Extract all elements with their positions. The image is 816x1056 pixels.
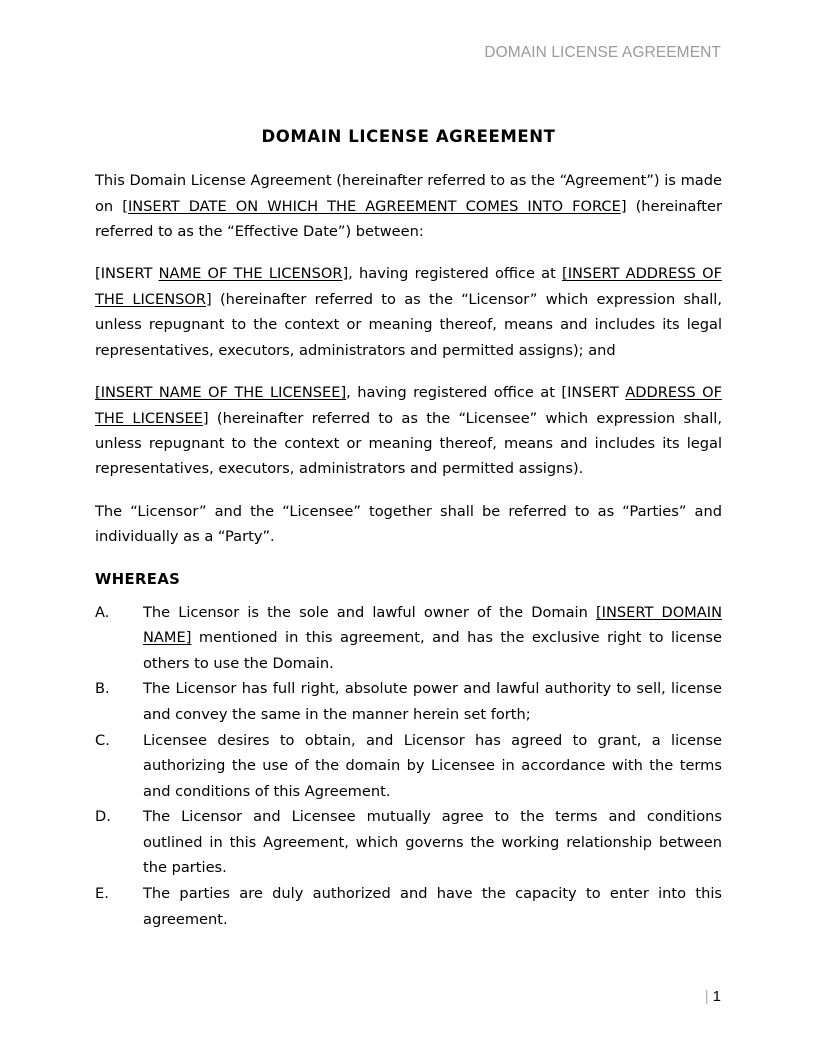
list-item (95, 728, 722, 805)
paragraph-text: [INSERT (95, 265, 159, 283)
page-footer (95, 988, 721, 1005)
paragraph-text: ] (hereinafter referred to as the “Effective Date”) between: (95, 197, 722, 241)
list-item-text: The parties are duly authorized and have the capacity to enter into this agreement. (143, 885, 722, 928)
placeholder-effective-date: INSERT DATE ON WHICH THE AGREEMENT COMES INTO FORCE (127, 197, 621, 215)
paragraph-licensor (95, 261, 722, 363)
paragraph-text: This Domain License Agreement (hereinafter referred to as the “Agreement”) is made on [ (95, 172, 722, 215)
placeholder-licensor-name: NAME OF THE LICENSOR (158, 265, 343, 283)
list-item (95, 600, 722, 677)
list-item (95, 676, 722, 727)
paragraph-text: ] (hereinafter referred to as the “Licensee” which expression shall, unless repugnant to the context or meaning thereof, means and includes its legal representatives, executors, administrators and permitted assigns). (95, 409, 722, 478)
list-item-text: Licensee desires to obtain, and Licensor has agreed to grant, a license authorizing the use of the domain by Licensee in accordance with the terms and conditions of this Agreement. (143, 731, 722, 800)
list-item-text-before: The Licensor is the sole and lawful owner of the Domain (143, 603, 596, 621)
list-item-text-after: mentioned in this agreement, and has the exclusive right to license others to use the Domain. (143, 629, 722, 672)
list-item-text (143, 600, 722, 677)
list-item-text: The Licensor has full right, absolute power and lawful authority to sell, license and convey the same in the manner herein set forth; (143, 680, 722, 723)
paragraph-text: , having registered office at [INSERT (346, 384, 626, 402)
list-item-marker: D. (95, 808, 111, 826)
list-item-marker: E. (95, 885, 109, 903)
paragraph-parties-definition: The “Licensor” and the “Licensee” together shall be referred to as “Parties” and individually as a “Party”. (95, 502, 722, 546)
placeholder-licensor-address: [INSERT ADDRESS OF THE LICENSOR (95, 265, 722, 308)
footer-page-number: 1 (712, 988, 721, 1005)
list-item-marker: C. (95, 731, 110, 749)
placeholder-licensee-name: [INSERT NAME OF THE LICENSEE] (95, 384, 347, 402)
placeholder-licensee-address: ADDRESS OF THE LICENSEE (95, 384, 722, 427)
document-body (95, 126, 722, 932)
section-heading-whereas: WHEREAS (95, 570, 181, 588)
list-item-marker: A. (95, 603, 110, 621)
paragraph-text: ] (hereinafter referred to as the “Licensor” which expression shall, unless repugnant to the context or meaning thereof, means and includes its legal representatives, executors, administrators and permitted assigns); and (95, 290, 722, 359)
page-title: DOMAIN LICENSE AGREEMENT (261, 127, 556, 146)
footer-separator: | (704, 988, 709, 1005)
placeholder-domain-name: [INSERT DOMAIN NAME] (143, 603, 722, 647)
list-item-text: The Licensor and Licensee mutually agree to the terms and conditions outlined in this Agreement, which governs the working relationship between the parties. (143, 808, 722, 877)
list-item (95, 881, 722, 932)
paragraph-text: ], having registered office at (342, 265, 563, 283)
running-header (95, 44, 721, 62)
running-header-title: DOMAIN LICENSE AGREEMENT (484, 44, 721, 61)
paragraph-recitals-date (95, 168, 722, 244)
whereas-list (95, 600, 722, 933)
paragraph-licensee (95, 380, 722, 482)
list-item (95, 804, 722, 881)
list-item-marker: B. (95, 680, 110, 698)
